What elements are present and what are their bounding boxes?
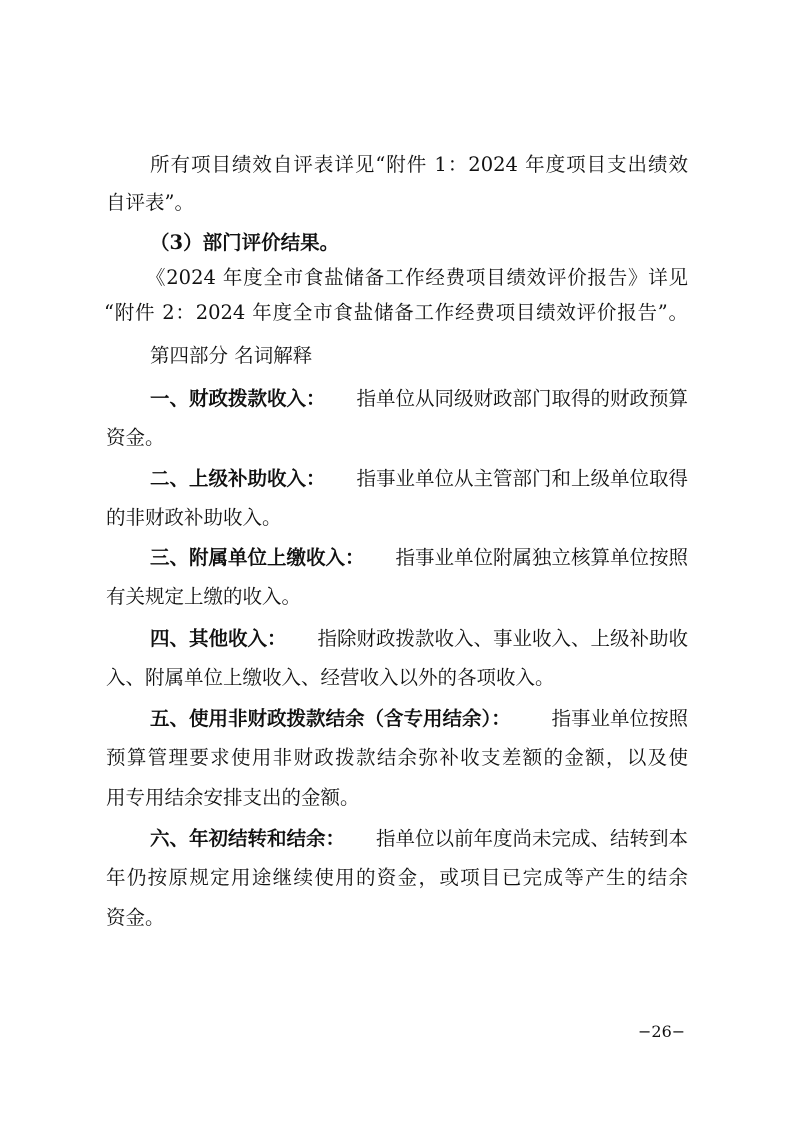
- part-title: 第四部分 名词解释: [150, 344, 313, 367]
- term-line: [150, 386, 688, 412]
- term-line: [150, 706, 688, 732]
- term-label: 六、年初结转和结余：: [150, 827, 346, 850]
- term-label: 五、使用非财政拨款结余（含专用结余）：: [150, 707, 511, 730]
- term-line: [150, 826, 688, 852]
- paragraph-line: 用专用结余安排支出的金额。: [106, 786, 360, 809]
- term-line: [150, 545, 688, 571]
- paragraph-line: 资金。: [106, 906, 165, 929]
- term-label: 三、附属单位上缴收入：: [150, 546, 365, 569]
- paragraph-line: 入、附属单位上缴收入、经营收入以外的各项收入。: [106, 666, 555, 689]
- paragraph-line: 年仍按原规定用途继续使用的资金，或项目已完成等产生的结余: [106, 866, 688, 889]
- paragraph-line: 《2024 年度全市食盐储备工作经费项目绩效评价报告》详见: [146, 266, 688, 289]
- paragraph-line: 有关规定上缴的收入。: [106, 585, 302, 608]
- page-number: −26−: [638, 1022, 686, 1041]
- paragraph-line: 自评表”。: [106, 191, 194, 214]
- term-label: 二、上级补助收入：: [150, 467, 326, 490]
- paragraph-line: 预算管理要求使用非财政拨款结余弥补收支差额的金额，以及使: [106, 746, 688, 769]
- paragraph-line: 的非财政补助收入。: [106, 506, 282, 529]
- paragraph-line: “附件 2：2024 年度全市食盐储备工作经费项目绩效评价报告”。: [104, 301, 688, 324]
- term-definition: 指事业单位从主管部门和上级单位取得: [356, 467, 688, 490]
- term-definition: 指除财政拨款收入、事业收入、上级补助收: [317, 627, 688, 650]
- term-definition: 指单位以前年度尚未完成、结转到本: [375, 827, 688, 850]
- term-definition: 指单位从同级财政部门取得的财政预算: [356, 387, 688, 410]
- paragraph-line: 所有项目绩效自评表详见“附件 1：2024 年度项目支出绩效: [150, 153, 688, 176]
- term-definition: 指事业单位按照: [551, 707, 688, 730]
- term-line: [150, 466, 688, 492]
- section-heading: （3）部门评价结果。: [150, 231, 340, 254]
- term-label: 一、财政拨款收入：: [150, 387, 326, 410]
- term-label: 四、其他收入：: [150, 627, 287, 650]
- term-line: [150, 626, 688, 652]
- term-definition: 指事业单位附属独立核算单位按照: [395, 546, 688, 569]
- paragraph-line: 资金。: [106, 426, 165, 449]
